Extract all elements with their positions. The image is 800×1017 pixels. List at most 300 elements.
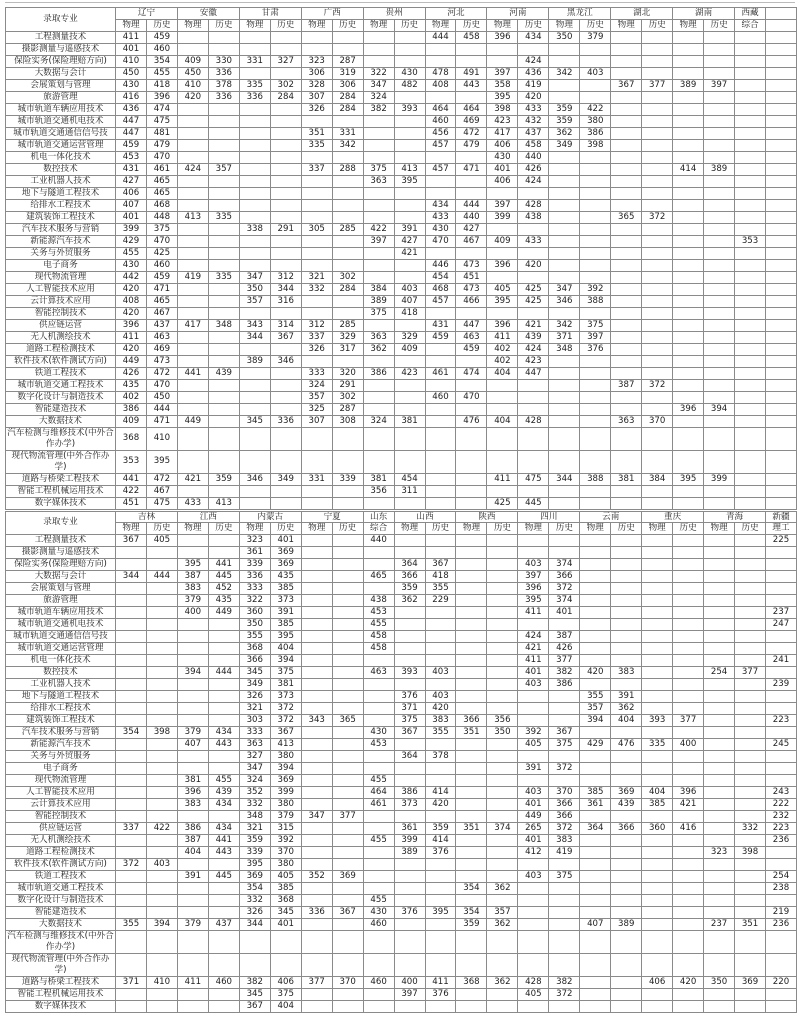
score-cell <box>704 379 735 391</box>
table-row <box>6 391 797 403</box>
score-cell: 474 <box>146 103 177 115</box>
score-cell <box>301 835 332 847</box>
score-cell <box>549 55 580 67</box>
score-cell <box>735 715 766 727</box>
score-cell: 372 <box>549 989 580 1001</box>
score-cell <box>146 907 177 919</box>
score-cell <box>456 43 487 55</box>
score-cell <box>766 247 797 259</box>
subject-header: 综合 <box>363 523 394 535</box>
score-cell: 346 <box>239 473 270 485</box>
score-cell <box>673 127 704 139</box>
score-cell: 383 <box>611 667 642 679</box>
score-cell: 338 <box>239 223 270 235</box>
major-name: 现代物流管理 <box>6 775 116 787</box>
score-cell <box>642 559 673 571</box>
score-cell <box>456 535 487 547</box>
score-cell <box>704 91 735 103</box>
score-cell: 364 <box>394 559 425 571</box>
score-cell <box>766 931 797 954</box>
score-cell: 384 <box>642 473 673 485</box>
score-cell <box>766 751 797 763</box>
score-cell: 421 <box>518 319 549 331</box>
score-cell <box>208 679 239 691</box>
score-cell: 321 <box>239 703 270 715</box>
score-cell: 403 <box>146 859 177 871</box>
province-header: 安徽 <box>177 8 239 20</box>
subject-header: 物理 <box>363 19 394 31</box>
score-cell: 367 <box>611 79 642 91</box>
score-cell: 407 <box>177 739 208 751</box>
table-row <box>6 103 797 115</box>
score-cell <box>704 739 735 751</box>
score-cell <box>239 485 270 497</box>
score-cell <box>301 667 332 679</box>
score-cell <box>704 450 735 473</box>
score-cell: 401 <box>518 835 549 847</box>
table-row <box>6 319 797 331</box>
score-cell: 460 <box>146 259 177 271</box>
score-cell: 379 <box>580 31 611 43</box>
score-cell <box>611 331 642 343</box>
score-cell: 420 <box>116 307 147 319</box>
score-cell <box>301 259 332 271</box>
score-cell: 398 <box>580 139 611 151</box>
table-row <box>6 655 797 667</box>
score-cell: 372 <box>642 211 673 223</box>
score-cell <box>735 295 766 307</box>
score-cell <box>549 415 580 427</box>
score-cell <box>735 199 766 211</box>
major-name: 城市轨道交通运营管理 <box>6 139 116 151</box>
major-column-header: 录取专业 <box>6 8 116 32</box>
score-cell: 344 <box>270 283 301 295</box>
major-name: 道路与桥梁工程技术 <box>6 473 116 485</box>
score-cell <box>735 703 766 715</box>
score-cell <box>704 235 735 247</box>
score-cell <box>735 91 766 103</box>
score-cell: 457 <box>425 295 456 307</box>
score-cell <box>580 43 611 55</box>
score-cell: 470 <box>146 379 177 391</box>
subject-header: 历史 <box>425 523 456 535</box>
score-cell: 380 <box>580 115 611 127</box>
score-cell: 475 <box>146 115 177 127</box>
score-cell <box>487 895 518 907</box>
table-row <box>6 1001 797 1013</box>
score-cell: 368 <box>456 977 487 989</box>
score-cell <box>611 163 642 175</box>
province-header: 湖北 <box>611 8 673 20</box>
score-cell: 343 <box>301 715 332 727</box>
score-cell: 326 <box>239 691 270 703</box>
subject-header: 历史 <box>735 523 766 535</box>
score-cell <box>549 1001 580 1013</box>
score-cell <box>332 919 363 931</box>
major-name: 智能控制技术 <box>6 307 116 319</box>
score-cell: 437 <box>518 127 549 139</box>
score-cell <box>270 31 301 43</box>
score-cell: 349 <box>239 679 270 691</box>
score-cell <box>673 871 704 883</box>
major-name: 城市轨道车辆应用技术 <box>6 607 116 619</box>
subject-header: 物理 <box>239 523 270 535</box>
score-cell <box>549 703 580 715</box>
score-cell <box>611 295 642 307</box>
score-cell <box>611 655 642 667</box>
table-row <box>6 535 797 547</box>
score-cell: 401 <box>549 607 580 619</box>
score-cell: 355 <box>580 691 611 703</box>
score-cell: 354 <box>456 907 487 919</box>
score-cell: 388 <box>580 473 611 485</box>
score-cell: 380 <box>270 799 301 811</box>
score-cell <box>673 907 704 919</box>
score-cell <box>394 391 425 403</box>
score-cell <box>642 883 673 895</box>
score-cell <box>704 497 735 509</box>
score-cell: 392 <box>270 835 301 847</box>
score-cell <box>332 691 363 703</box>
score-cell: 394 <box>177 667 208 679</box>
score-cell <box>146 895 177 907</box>
score-cell <box>146 811 177 823</box>
score-cell: 339 <box>332 473 363 485</box>
score-cell: 465 <box>146 187 177 199</box>
score-cell <box>611 427 642 450</box>
major-name: 城市轨道交通通信信号技 <box>6 631 116 643</box>
score-cell: 365 <box>332 715 363 727</box>
score-cell: 337 <box>301 163 332 175</box>
score-cell <box>208 343 239 355</box>
major-name: 智能控制技术 <box>6 811 116 823</box>
score-cell <box>704 907 735 919</box>
score-cell <box>208 379 239 391</box>
score-cell <box>363 139 394 151</box>
score-cell: 395 <box>487 91 518 103</box>
major-name: 城市轨道交通工程技术 <box>6 883 116 895</box>
score-cell: 420 <box>673 977 704 989</box>
score-cell: 368 <box>270 895 301 907</box>
score-cell <box>673 175 704 187</box>
score-cell <box>518 895 549 907</box>
score-cell <box>549 715 580 727</box>
major-name: 云计算技术应用 <box>6 295 116 307</box>
score-cell <box>673 151 704 163</box>
score-cell: 389 <box>239 355 270 367</box>
score-cell <box>766 847 797 859</box>
major-name: 城市轨道车辆应用技术 <box>6 103 116 115</box>
score-cell <box>766 211 797 223</box>
score-cell <box>642 931 673 954</box>
score-cell <box>332 667 363 679</box>
score-cell <box>363 199 394 211</box>
score-cell <box>673 595 704 607</box>
score-cell: 355 <box>425 727 456 739</box>
score-cell <box>704 31 735 43</box>
major-name: 道路与桥梁工程技术 <box>6 977 116 989</box>
score-cell <box>611 67 642 79</box>
score-cell <box>580 989 611 1001</box>
score-cell <box>332 954 363 977</box>
score-cell <box>611 55 642 67</box>
score-cell: 397 <box>487 67 518 79</box>
score-cell <box>301 823 332 835</box>
score-cell: 396 <box>673 787 704 799</box>
score-cell <box>611 989 642 1001</box>
score-cell <box>363 811 394 823</box>
score-cell <box>580 883 611 895</box>
score-cell: 396 <box>518 583 549 595</box>
score-cell: 373 <box>270 691 301 703</box>
score-cell <box>270 343 301 355</box>
score-cell <box>425 497 456 509</box>
score-cell: 312 <box>270 271 301 283</box>
score-cell <box>177 403 208 415</box>
score-cell: 370 <box>549 787 580 799</box>
score-cell: 378 <box>425 751 456 763</box>
score-cell <box>549 883 580 895</box>
score-cell <box>642 835 673 847</box>
score-cell: 314 <box>270 319 301 331</box>
score-cell <box>518 403 549 415</box>
score-cell: 404 <box>642 787 673 799</box>
major-name: 智能工程机械运用技术 <box>6 485 116 497</box>
subject-header: 历史 <box>456 19 487 31</box>
score-cell <box>301 559 332 571</box>
score-cell <box>270 931 301 954</box>
score-cell <box>208 199 239 211</box>
score-cell: 465 <box>146 295 177 307</box>
score-cell: 410 <box>116 55 147 67</box>
score-cell <box>735 55 766 67</box>
score-cell <box>766 343 797 355</box>
table-row <box>6 667 797 679</box>
score-cell: 374 <box>549 559 580 571</box>
score-cell <box>704 115 735 127</box>
major-name: 大数据技术 <box>6 415 116 427</box>
score-cell: 385 <box>270 619 301 631</box>
score-cell <box>456 571 487 583</box>
province-header: 陕西 <box>456 511 518 523</box>
score-cell <box>580 271 611 283</box>
score-cell <box>456 619 487 631</box>
score-cell: 464 <box>456 103 487 115</box>
score-cell <box>518 691 549 703</box>
score-cell: 348 <box>239 811 270 823</box>
score-cell <box>456 667 487 679</box>
subject-header: 历史 <box>487 523 518 535</box>
score-cell: 322 <box>363 67 394 79</box>
score-cell <box>704 307 735 319</box>
score-cell: 375 <box>146 223 177 235</box>
subject-header: 历史 <box>580 19 611 31</box>
score-cell: 323 <box>301 55 332 67</box>
score-cell <box>146 691 177 703</box>
score-cell <box>177 151 208 163</box>
score-cell: 470 <box>456 391 487 403</box>
score-cell <box>704 559 735 571</box>
major-name: 软件技术(软件测试方向) <box>6 859 116 871</box>
score-cell: 441 <box>177 367 208 379</box>
score-cell: 371 <box>549 331 580 343</box>
score-cell: 344 <box>239 919 270 931</box>
score-cell <box>116 763 147 775</box>
score-cell: 463 <box>363 667 394 679</box>
score-cell <box>332 703 363 715</box>
score-cell <box>735 379 766 391</box>
score-cell <box>611 775 642 787</box>
subject-header: 历史 <box>332 19 363 31</box>
score-cell <box>766 895 797 907</box>
score-cell <box>456 450 487 473</box>
score-cell: 335 <box>301 139 332 151</box>
score-cell <box>580 655 611 667</box>
score-cell <box>735 79 766 91</box>
score-cell <box>270 211 301 223</box>
score-cell: 399 <box>116 223 147 235</box>
score-cell: 424 <box>518 343 549 355</box>
score-cell: 410 <box>177 79 208 91</box>
score-cell: 383 <box>549 835 580 847</box>
major-name: 智能工程机械运用技术 <box>6 989 116 1001</box>
score-cell <box>456 859 487 871</box>
score-cell <box>580 931 611 954</box>
score-cell: 363 <box>363 331 394 343</box>
score-cell: 374 <box>549 595 580 607</box>
score-cell <box>580 977 611 989</box>
score-cell <box>611 895 642 907</box>
score-cell: 461 <box>425 367 456 379</box>
score-cell: 442 <box>116 271 147 283</box>
score-cell: 440 <box>456 211 487 223</box>
score-cell <box>611 763 642 775</box>
score-cell: 444 <box>146 403 177 415</box>
score-cell <box>332 739 363 751</box>
score-cell: 238 <box>766 883 797 895</box>
score-cell: 424 <box>177 163 208 175</box>
score-cell <box>301 43 332 55</box>
score-cell <box>487 1001 518 1013</box>
score-cell <box>239 67 270 79</box>
score-cell <box>580 859 611 871</box>
score-cell: 403 <box>394 283 425 295</box>
score-cell <box>611 497 642 509</box>
score-cell: 403 <box>425 691 456 703</box>
score-cell <box>673 31 704 43</box>
score-cell <box>673 583 704 595</box>
score-cell: 389 <box>394 847 425 859</box>
score-cell: 398 <box>735 847 766 859</box>
score-cell <box>704 391 735 403</box>
score-cell <box>642 247 673 259</box>
score-cell <box>487 954 518 977</box>
score-cell <box>704 223 735 235</box>
score-cell: 403 <box>425 667 456 679</box>
score-cell <box>270 103 301 115</box>
score-cell: 382 <box>239 977 270 989</box>
score-cell <box>642 954 673 977</box>
score-cell <box>177 247 208 259</box>
score-cell <box>270 307 301 319</box>
score-cell <box>518 485 549 497</box>
score-cell: 395 <box>146 450 177 473</box>
score-cell <box>518 703 549 715</box>
score-cell <box>363 379 394 391</box>
score-cell <box>363 847 394 859</box>
score-cell <box>239 343 270 355</box>
score-cell <box>580 355 611 367</box>
score-cell: 430 <box>116 79 147 91</box>
score-cell <box>704 931 735 954</box>
score-cell <box>394 199 425 211</box>
score-cell <box>456 787 487 799</box>
score-cell: 306 <box>301 67 332 79</box>
major-name: 大数据与会计 <box>6 571 116 583</box>
score-cell: 458 <box>363 643 394 655</box>
score-cell: 423 <box>518 355 549 367</box>
score-cell: 285 <box>332 319 363 331</box>
score-cell: 469 <box>456 115 487 127</box>
score-cell <box>642 485 673 497</box>
score-cell: 377 <box>642 79 673 91</box>
score-cell: 400 <box>673 739 704 751</box>
score-cell <box>487 427 518 450</box>
score-cell: 420 <box>425 703 456 715</box>
score-cell <box>704 727 735 739</box>
score-cell: 417 <box>177 319 208 331</box>
score-cell <box>642 307 673 319</box>
subject-header: 历史 <box>208 523 239 535</box>
score-cell <box>116 811 147 823</box>
score-cell <box>425 607 456 619</box>
score-cell <box>518 931 549 954</box>
score-cell <box>735 607 766 619</box>
score-cell: 326 <box>239 907 270 919</box>
score-cell: 399 <box>487 211 518 223</box>
score-cell: 308 <box>332 415 363 427</box>
score-cell <box>239 391 270 403</box>
score-cell <box>177 331 208 343</box>
score-cell: 435 <box>208 595 239 607</box>
score-cell <box>301 211 332 223</box>
score-cell <box>642 643 673 655</box>
major-name: 道路工程检测技术 <box>6 343 116 355</box>
table-row <box>6 343 797 355</box>
score-cell: 376 <box>580 343 611 355</box>
score-cell <box>704 283 735 295</box>
score-cell <box>673 485 704 497</box>
score-cell: 357 <box>301 391 332 403</box>
score-cell <box>208 931 239 954</box>
score-cell <box>301 739 332 751</box>
score-cell <box>239 175 270 187</box>
score-cell <box>394 497 425 509</box>
score-cell <box>146 883 177 895</box>
score-cell: 254 <box>704 667 735 679</box>
table-row <box>6 989 797 1001</box>
score-cell: 398 <box>146 727 177 739</box>
major-name: 智能建造技术 <box>6 403 116 415</box>
score-cell <box>301 547 332 559</box>
score-cell: 426 <box>549 643 580 655</box>
score-cell: 391 <box>394 223 425 235</box>
score-cell: 422 <box>116 485 147 497</box>
score-cell <box>208 535 239 547</box>
score-cell <box>332 595 363 607</box>
table-row <box>6 247 797 259</box>
score-cell: 471 <box>146 415 177 427</box>
